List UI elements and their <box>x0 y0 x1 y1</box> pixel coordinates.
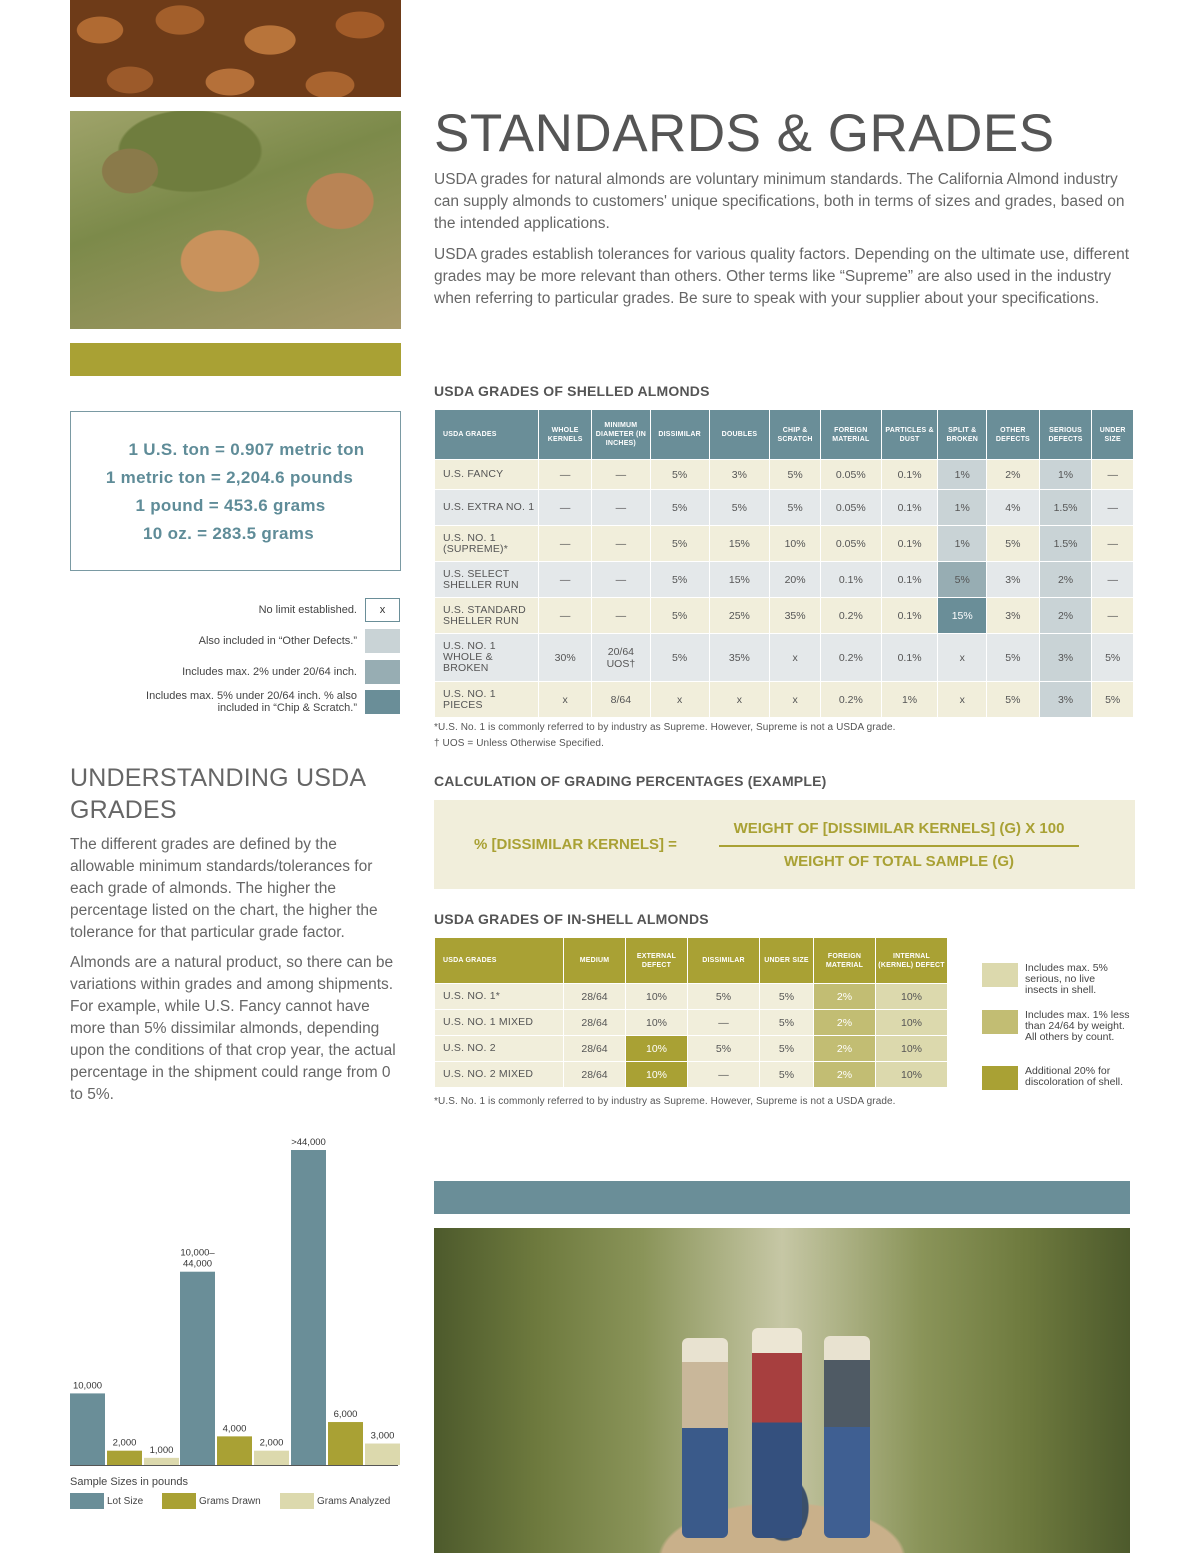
legend-text: Additional 20% for discoloration of shell. <box>1025 1065 1124 1088</box>
table-cell: 8/64 <box>592 682 651 718</box>
table-cell: 10% <box>876 1010 948 1036</box>
bar-value-label: 4,000 <box>222 1423 247 1435</box>
table-cell: 0.2% <box>820 682 881 718</box>
understanding-heading: UNDERSTANDING USDA GRADES <box>70 764 365 824</box>
table-cell: 5% <box>987 634 1040 682</box>
conversion-line: 1 U.S. ton = 0.907 metric ton <box>128 440 365 459</box>
bar-value-label: >44,000 <box>291 1137 326 1148</box>
calc-denominator: WEIGHT OF TOTAL SAMPLE (G) <box>784 853 1014 870</box>
inshell-grades-table <box>434 937 948 1088</box>
legend-swatch <box>70 1493 104 1509</box>
bar <box>328 1422 363 1465</box>
table-cell: 5% <box>650 490 709 526</box>
almonds-photo <box>70 0 401 97</box>
orchard-photo <box>434 1228 1130 1553</box>
table-cell: 25% <box>709 598 770 634</box>
legend-row <box>182 660 400 684</box>
table-cell: 28/64 <box>564 1062 626 1088</box>
grade-label: U.S. NO. 1* <box>435 984 564 1010</box>
grade-label: U.S. SELECT SHELLER RUN <box>435 562 539 598</box>
legend-row <box>199 629 400 653</box>
table-cell: — <box>1092 490 1134 526</box>
legend-text: Includes max. 5% under 20/64 inch. % also included in “Chip & Scratch.” <box>146 690 357 714</box>
table-cell: 1% <box>938 526 987 562</box>
legend-text: Includes max. 5% serious, no live insects in shell. <box>1025 962 1108 996</box>
column-header: DISSIMILAR <box>688 938 760 984</box>
olive-divider-bar <box>70 343 401 376</box>
inshell-heading: USDA GRADES OF IN-SHELL ALMONDS <box>434 911 709 927</box>
conversion-box <box>70 411 401 571</box>
table-cell: 3% <box>987 562 1040 598</box>
table-cell: 5% <box>688 984 760 1010</box>
legend-text: Includes max. 2% under 20/64 inch. <box>182 666 357 678</box>
table-cell: 10% <box>876 984 948 1010</box>
column-header: USDA GRADES <box>435 410 539 460</box>
bar <box>365 1444 400 1465</box>
bar-value-label: 1,000 <box>149 1444 174 1456</box>
column-header: USDA GRADES <box>435 938 564 984</box>
conversion-line: 10 oz. = 283.5 grams <box>143 524 314 543</box>
column-header: OTHER DEFECTS <box>987 410 1040 460</box>
grade-label: U.S. NO. 2 MIXED <box>435 1062 564 1088</box>
table-cell: 10% <box>876 1036 948 1062</box>
grade-label: U.S. NO. 1 MIXED <box>435 1010 564 1036</box>
table-cell: x <box>938 682 987 718</box>
bar <box>70 1393 105 1465</box>
legend-text: No limit established. <box>258 604 357 616</box>
table-cell: — <box>592 490 651 526</box>
bar-value-label: 3,000 <box>370 1430 395 1442</box>
table-cell: 10% <box>876 1062 948 1088</box>
intro-paragraph: USDA grades for natural almonds are voluntary minimum standards. The California Almond industry can supply almonds to customers' unique specifications, both in terms of sizes and grades, based on the intended applications. <box>434 171 1125 232</box>
column-header: WHOLE KERNELS <box>539 410 592 460</box>
table-cell: — <box>539 490 592 526</box>
table-cell: 20% <box>770 562 821 598</box>
table-cell: 1.5% <box>1039 490 1092 526</box>
table-cell: 15% <box>709 526 770 562</box>
conversion-line: 1 metric ton = 2,204.6 pounds <box>105 468 354 487</box>
table-cell: — <box>1092 460 1134 490</box>
table-cell: 1% <box>881 682 938 718</box>
table-cell: — <box>592 562 651 598</box>
table-cell: — <box>1092 598 1134 634</box>
column-header: UNDER SIZE <box>760 938 814 984</box>
table-cell: 5% <box>760 1062 814 1088</box>
inshell-footnote: *U.S. No. 1 is commonly referred to by industry as Supreme. However, Supreme is not a USDA grade. <box>434 1096 896 1107</box>
legend-text: Includes max. 1% less than 24/64 by weight. All others by count. <box>1025 1009 1130 1043</box>
bar-value-label: 6,000 <box>333 1409 358 1421</box>
table-cell: 10% <box>626 984 688 1010</box>
grade-label: U.S. EXTRA NO. 1 <box>435 490 539 526</box>
legend-row <box>982 1010 1131 1043</box>
table-row <box>435 682 1134 718</box>
column-header: MINIMUM DIAMETER (IN INCHES) <box>592 410 651 460</box>
table-cell: 5% <box>709 490 770 526</box>
table-cell: — <box>1092 562 1134 598</box>
calc-heading: CALCULATION OF GRADING PERCENTAGES (EXAMPLE) <box>434 773 827 789</box>
table-cell: — <box>592 526 651 562</box>
page-title: STANDARDS & GRADES <box>434 104 1055 163</box>
column-header: SERIOUS DEFECTS <box>1039 410 1092 460</box>
table-cell: — <box>688 1062 760 1088</box>
legend-swatch <box>162 1493 196 1509</box>
table-cell: 5% <box>987 682 1040 718</box>
table-cell: — <box>539 598 592 634</box>
column-header: PARTICLES & DUST <box>881 410 938 460</box>
table-cell: 0.1% <box>881 490 938 526</box>
understanding-paragraph: The different grades are defined by the allowable minimum standards/tolerances for each grade of almonds. The higher the percentage listed on the chart, the higher the tolerance for that particular grade factor. <box>70 836 378 941</box>
legend-swatch-cream <box>982 963 1018 987</box>
table-cell: 35% <box>770 598 821 634</box>
intro-paragraph: USDA grades establish tolerances for various quality factors. Depending on the ultimate use, different grades may be more relevant than others. Other terms like “Supreme” are also used in the industry when referring to particular grades. Be sure to speak with your supplier about your specifications. <box>434 246 1130 307</box>
legend-item <box>70 1493 143 1509</box>
column-header: INTERNAL (KERNEL) DEFECT <box>876 938 948 984</box>
table-row <box>435 526 1134 562</box>
bar <box>254 1451 289 1465</box>
table-cell: x <box>539 682 592 718</box>
farmer-figure <box>682 1338 728 1538</box>
table-cell: 10% <box>770 526 821 562</box>
table-cell: — <box>592 598 651 634</box>
chart-title: Sample Sizes in pounds <box>70 1476 189 1488</box>
table-row <box>435 634 1134 682</box>
inshell-legend <box>982 963 1142 1093</box>
legend-label: Grams Analyzed <box>317 1495 391 1507</box>
table-row <box>435 1036 948 1062</box>
almond-hull-photo <box>70 111 401 329</box>
table-cell: 5% <box>987 526 1040 562</box>
table-cell: 2% <box>987 460 1040 490</box>
table-row <box>435 984 948 1010</box>
farmer-figure <box>752 1328 802 1538</box>
grade-label: U.S. NO. 1 WHOLE & BROKEN <box>435 634 539 682</box>
table-cell: — <box>1092 526 1134 562</box>
legend-swatch-mid <box>365 660 400 684</box>
grade-label: U.S. NO. 1 (SUPREME)* <box>435 526 539 562</box>
table-cell: 2% <box>814 984 876 1010</box>
legend-row <box>127 690 400 714</box>
column-header: SPLIT & BROKEN <box>938 410 987 460</box>
table-cell: 15% <box>709 562 770 598</box>
table-cell: 5% <box>1092 682 1134 718</box>
table-cell: x <box>770 682 821 718</box>
table-cell: 5% <box>1092 634 1134 682</box>
legend-text: Also included in “Other Defects.” <box>198 635 357 647</box>
legend-item <box>280 1493 390 1509</box>
shelled-footnote: *U.S. No. 1 is commonly referred to by industry as Supreme. However, Supreme is not a USDA grade. <box>434 722 896 733</box>
table-cell: 0.05% <box>820 460 881 490</box>
table-cell: 2% <box>814 1036 876 1062</box>
grade-label: U.S. STANDARD SHELLER RUN <box>435 598 539 634</box>
table-cell: 35% <box>709 634 770 682</box>
table-cell: x <box>709 682 770 718</box>
table-cell: 5% <box>650 598 709 634</box>
table-cell: x <box>938 634 987 682</box>
table-cell: 0.1% <box>881 634 938 682</box>
legend-label: Lot Size <box>107 1495 144 1507</box>
table-cell: 30% <box>539 634 592 682</box>
column-header: DOUBLES <box>709 410 770 460</box>
legend-swatch-olive <box>982 1066 1018 1090</box>
column-header: EXTERNAL DEFECT <box>626 938 688 984</box>
table-cell: — <box>539 562 592 598</box>
bar <box>180 1272 215 1465</box>
table-cell: 0.2% <box>820 598 881 634</box>
table-cell: 10% <box>626 1010 688 1036</box>
bar <box>107 1451 142 1465</box>
table-cell: 20/64 UOS† <box>592 634 651 682</box>
table-cell: 5% <box>760 1010 814 1036</box>
legend-swatch-sage <box>982 1010 1018 1034</box>
chart-legend <box>70 1493 400 1509</box>
chart-axis <box>70 1465 398 1466</box>
understanding-paragraph: Almonds are a natural product, so there can be variations within grades and among shipments. For example, while U.S. Fancy cannot have more than 5% dissimilar almonds, depending upon the conditions of that crop year, the actual percentage in the shipment could range from 0 to 5%. <box>70 954 396 1103</box>
table-cell: 15% <box>938 598 987 634</box>
legend-row <box>982 1066 1143 1090</box>
table-cell: 0.05% <box>820 490 881 526</box>
table-cell: 5% <box>760 984 814 1010</box>
table-cell: 1.5% <box>1039 526 1092 562</box>
bar-value-label: 10,000– <box>180 1247 215 1259</box>
table-cell: 5% <box>688 1036 760 1062</box>
table-cell: 0.1% <box>881 598 938 634</box>
table-row <box>435 460 1134 490</box>
table-cell: 5% <box>938 562 987 598</box>
table-cell: 4% <box>987 490 1040 526</box>
table-row <box>435 1062 948 1088</box>
table-cell: 3% <box>987 598 1040 634</box>
legend-swatch-none: x <box>365 598 400 622</box>
bar <box>217 1436 252 1465</box>
sample-size-chart <box>70 1130 400 1470</box>
table-cell: x <box>770 634 821 682</box>
table-cell: 10% <box>626 1062 688 1088</box>
table-cell: 28/64 <box>564 1010 626 1036</box>
table-cell: 5% <box>650 460 709 490</box>
column-header: MEDIUM <box>564 938 626 984</box>
bar <box>144 1458 179 1465</box>
table-cell: 3% <box>709 460 770 490</box>
calc-numerator: WEIGHT OF [DISSIMILAR KERNELS] (G) X 100 <box>733 820 1065 837</box>
table-cell: 2% <box>1039 562 1092 598</box>
bar <box>291 1150 326 1465</box>
table-cell: 0.05% <box>820 526 881 562</box>
farmer-figure <box>824 1336 870 1538</box>
column-header: UNDER SIZE <box>1092 410 1134 460</box>
table-cell: 0.1% <box>820 562 881 598</box>
table-cell: 3% <box>1039 682 1092 718</box>
bar-value-label: 44,000 <box>182 1258 213 1270</box>
legend-row <box>982 963 1121 996</box>
legend-label: Grams Drawn <box>199 1495 261 1507</box>
table-cell: 28/64 <box>564 1036 626 1062</box>
table-cell: 1% <box>938 490 987 526</box>
table-row <box>435 562 1134 598</box>
table-cell: 5% <box>650 562 709 598</box>
table-row <box>435 490 1134 526</box>
table-cell: 3% <box>1039 634 1092 682</box>
column-header: DISSIMILAR <box>650 410 709 460</box>
grade-label: U.S. NO. 1 PIECES <box>435 682 539 718</box>
calc-lhs: % [DISSIMILAR KERNELS] = <box>474 836 677 853</box>
column-header: FOREIGN MATERIAL <box>814 938 876 984</box>
table-cell: — <box>539 460 592 490</box>
column-header: CHIP & SCRATCH <box>770 410 821 460</box>
shelled-grades-table <box>434 409 1134 718</box>
table-cell: 5% <box>770 460 821 490</box>
table-cell: 28/64 <box>564 984 626 1010</box>
table-cell: 0.1% <box>881 460 938 490</box>
legend-swatch-dark <box>365 690 400 714</box>
table-cell: — <box>539 526 592 562</box>
table-cell: 1% <box>1039 460 1092 490</box>
table-cell: 5% <box>770 490 821 526</box>
table-cell: — <box>688 1010 760 1036</box>
table-cell: 0.1% <box>881 526 938 562</box>
bar-value-label: 10,000 <box>72 1380 103 1392</box>
shelled-legend <box>70 598 400 718</box>
legend-swatch <box>280 1493 314 1509</box>
table-cell: — <box>592 460 651 490</box>
legend-row <box>259 598 400 622</box>
teal-divider-bar <box>434 1181 1130 1214</box>
fraction-bar <box>719 845 1079 847</box>
table-cell: 0.2% <box>820 634 881 682</box>
table-cell: 10% <box>626 1036 688 1062</box>
calc-box <box>434 800 1135 889</box>
bar-value-label: 2,000 <box>112 1437 137 1449</box>
table-cell: 2% <box>814 1062 876 1088</box>
grade-label: U.S. FANCY <box>435 460 539 490</box>
table-cell: 5% <box>650 634 709 682</box>
table-cell: x <box>650 682 709 718</box>
table-cell: 5% <box>760 1036 814 1062</box>
legend-item <box>162 1493 261 1509</box>
shelled-footnote: † UOS = Unless Otherwise Specified. <box>434 738 604 749</box>
table-cell: 0.1% <box>881 562 938 598</box>
table-row <box>435 598 1134 634</box>
table-row <box>435 1010 948 1036</box>
table-cell: 2% <box>814 1010 876 1036</box>
legend-swatch-light <box>365 629 400 653</box>
table-cell: 1% <box>938 460 987 490</box>
grade-label: U.S. NO. 2 <box>435 1036 564 1062</box>
table-cell: 2% <box>1039 598 1092 634</box>
shelled-heading: USDA GRADES OF SHELLED ALMONDS <box>434 383 710 399</box>
bar-value-label: 2,000 <box>259 1437 284 1449</box>
column-header: FOREIGN MATERIAL <box>820 410 881 460</box>
table-cell: 5% <box>650 526 709 562</box>
conversion-line: 1 pound = 453.6 grams <box>135 496 326 515</box>
